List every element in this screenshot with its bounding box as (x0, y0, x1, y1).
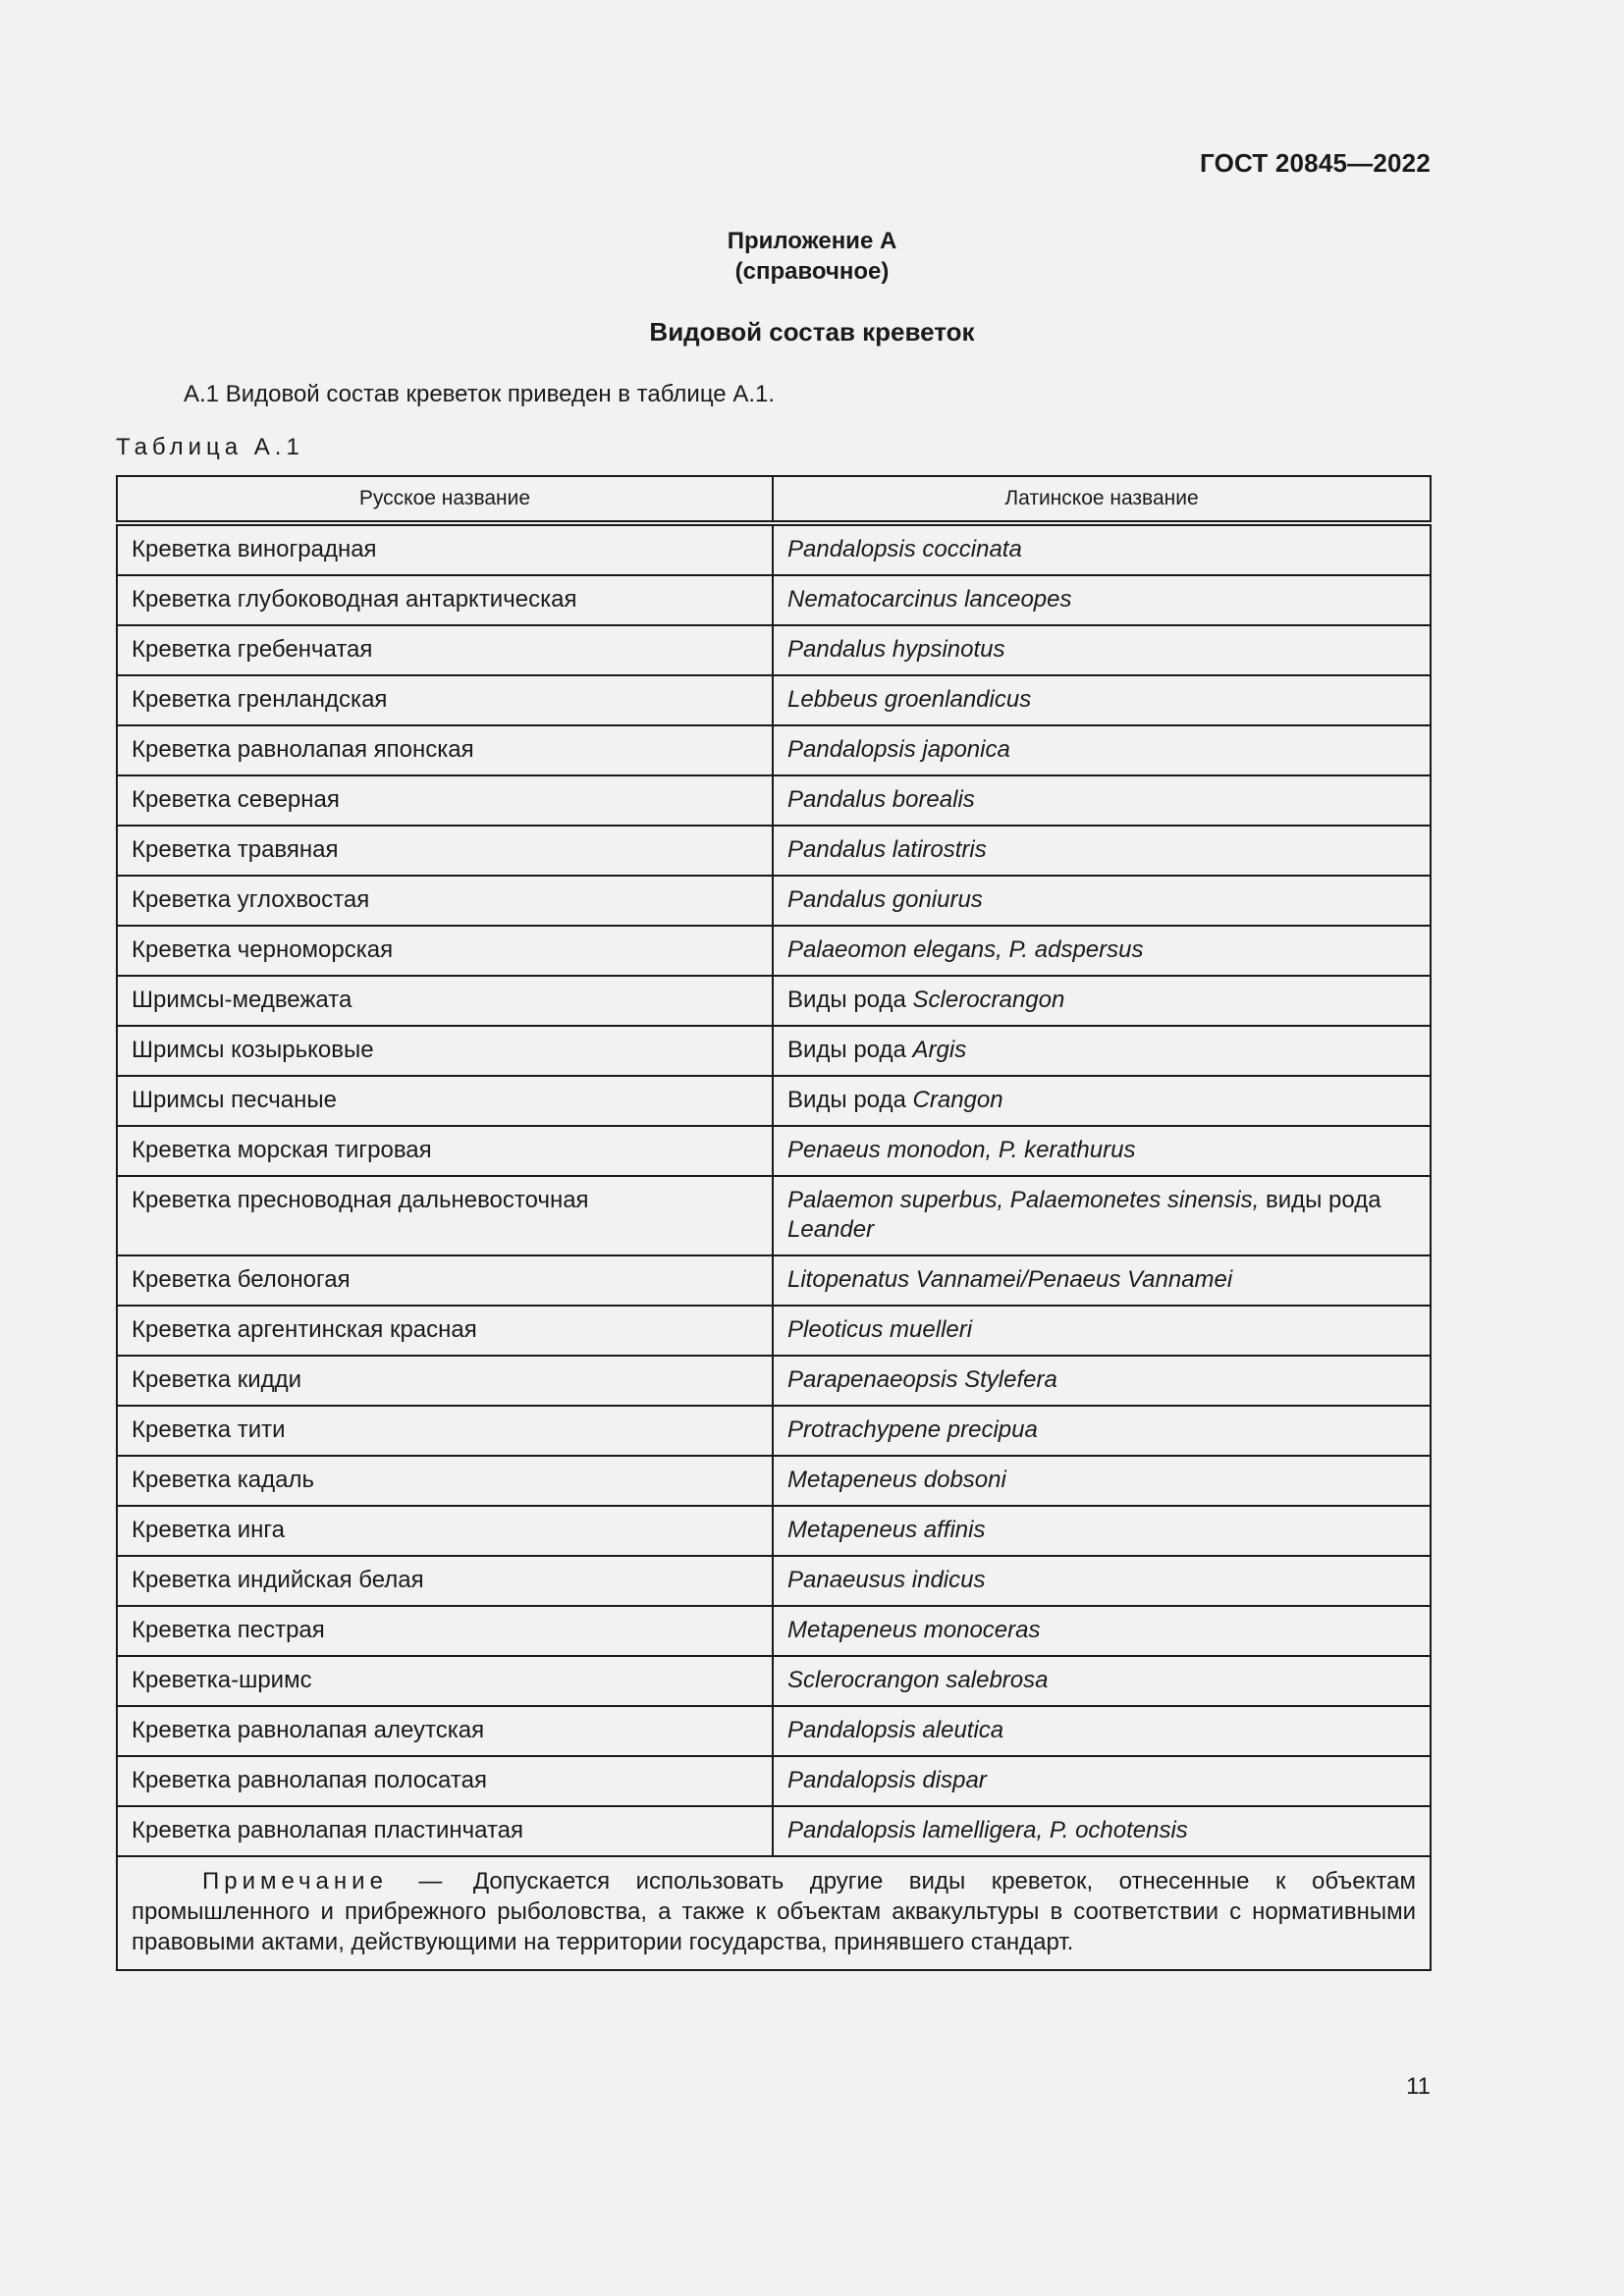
latin-name-cell (773, 926, 1431, 976)
latin-name-cell (773, 1456, 1431, 1506)
note-text: Допускается использовать другие виды креветок, отнесенные к объектам промышленного и прибрежного рыболовства, а также к объектам аквакультуры в соответствии с нормативными правовыми актами, действующими на территории государства, принявшего стандарт. (132, 1868, 1416, 1955)
latin-name: Protrachypene precipua (787, 1416, 1038, 1443)
latin-name: Metapeneus dobsoni (787, 1467, 1006, 1493)
latin-name-cell (773, 1126, 1431, 1176)
latin-name: Pleoticus muelleri (787, 1316, 973, 1343)
table-row (117, 1806, 1431, 1856)
russian-name-cell: Креветка равнолапая алеутская (117, 1706, 773, 1756)
table-row (117, 1406, 1431, 1456)
russian-name-cell: Шримсы козырьковые (117, 1026, 773, 1076)
table-row (117, 1556, 1431, 1606)
russian-name-cell: Креветка пресноводная дальневосточная (117, 1176, 773, 1255)
latin-name: Palaemon superbus, Palaemonetes sinensis, (787, 1187, 1260, 1213)
header-russian-name: Русское название (117, 476, 773, 523)
latin-name: Pandalopsis coccinata (787, 536, 1022, 562)
latin-name: Pandalus latirostris (787, 836, 987, 863)
russian-name-cell: Креветка белоногая (117, 1255, 773, 1306)
table-row (117, 725, 1431, 775)
header-latin-name: Латинское название (773, 476, 1431, 523)
latin-name: Pandalus hypsinotus (787, 636, 1005, 663)
latin-name: Sclerocrangon salebrosa (787, 1667, 1049, 1693)
latin-name: Lebbeus groenlandicus (787, 686, 1032, 713)
latin-name-cell (773, 1026, 1431, 1076)
table-row (117, 976, 1431, 1026)
latin-name-cell (773, 575, 1431, 625)
section-title: Видовой состав креветок (649, 317, 975, 347)
latin-name-cell (773, 1306, 1431, 1356)
latin-name-cell (773, 1556, 1431, 1606)
latin-name: Crangon (912, 1087, 1003, 1113)
latin-name: Argis (912, 1037, 967, 1063)
russian-name-cell: Креветка-шримс (117, 1656, 773, 1706)
latin-name: Pandalus borealis (787, 786, 975, 813)
latin-name-cell (773, 1356, 1431, 1406)
table-header-row (117, 476, 1431, 523)
table-row (117, 1756, 1431, 1806)
latin-name: Litopenatus Vannamei/Penaeus Vannamei (787, 1266, 1233, 1293)
appendix-title: Приложение А (727, 228, 897, 254)
latin-name: Pandalopsis japonica (787, 736, 1010, 763)
table-row (117, 826, 1431, 876)
latin-name: Penaeus monodon, P. kerathurus (787, 1137, 1136, 1163)
russian-name-cell: Креветка виноградная (117, 523, 773, 575)
species-table (116, 475, 1432, 1971)
latin-name: Nematocarcinus lanceopes (787, 586, 1072, 613)
table-row (117, 1506, 1431, 1556)
table-row (117, 625, 1431, 675)
table-row (117, 926, 1431, 976)
table-row (117, 1026, 1431, 1076)
table-row (117, 1126, 1431, 1176)
russian-name-cell: Шримсы-медвежата (117, 976, 773, 1026)
latin-name-cell (773, 1756, 1431, 1806)
table-row (117, 1656, 1431, 1706)
russian-name-cell: Креветка аргентинская красная (117, 1306, 773, 1356)
table-row (117, 1255, 1431, 1306)
table-row (117, 1176, 1431, 1255)
russian-name-cell: Креветка равнолапая полосатая (117, 1756, 773, 1806)
table-row (117, 1306, 1431, 1356)
table-caption: Таблица А.1 (116, 434, 304, 460)
latin-name-cell (773, 725, 1431, 775)
intro-paragraph: А.1 Видовой состав креветок приведен в таблице А.1. (184, 381, 776, 407)
table-note-row (117, 1856, 1431, 1970)
latin-prefix: Виды рода (787, 1087, 913, 1113)
note-label: Примечание — (202, 1868, 448, 1895)
latin-name: Parapenaeopsis Stylefera (787, 1366, 1057, 1393)
table-row (117, 1076, 1431, 1126)
latin-name: Pandalus goniurus (787, 886, 983, 913)
standard-code: ГОСТ 20845—2022 (1200, 148, 1431, 178)
latin-name: Pandalopsis lamelligera, P. ochotensis (787, 1817, 1188, 1843)
latin-name-cell (773, 876, 1431, 926)
table-row (117, 523, 1431, 575)
latin-name-cell (773, 1176, 1431, 1255)
russian-name-cell: Креветка глубоководная антарктическая (117, 575, 773, 625)
russian-name-cell: Креветка углохвостая (117, 876, 773, 926)
appendix-subtitle: (справочное) (734, 258, 890, 285)
latin-name: Metapeneus affinis (787, 1517, 986, 1543)
russian-name-cell: Креветка кидди (117, 1356, 773, 1406)
russian-name-cell: Креветка морская тигровая (117, 1126, 773, 1176)
latin-name-cell (773, 775, 1431, 826)
table-row (117, 575, 1431, 625)
latin-name-cell (773, 826, 1431, 876)
latin-name-cell (773, 1806, 1431, 1856)
latin-prefix: Виды рода (787, 1037, 913, 1063)
latin-name-cell (773, 523, 1431, 575)
latin-name: Panaeusus indicus (787, 1567, 986, 1593)
page-number: 11 (1406, 2073, 1431, 2100)
russian-name-cell: Креветка инга (117, 1506, 773, 1556)
latin-name-cell (773, 625, 1431, 675)
table-body (117, 523, 1431, 1856)
russian-name-cell: Креветка кадаль (117, 1456, 773, 1506)
latin-name-cell (773, 675, 1431, 725)
latin-name: Pandalopsis dispar (787, 1767, 987, 1793)
latin-name-cell (773, 1706, 1431, 1756)
table-row (117, 1606, 1431, 1656)
russian-name-cell: Креветка гребенчатая (117, 625, 773, 675)
russian-name-cell: Креветка пестрая (117, 1606, 773, 1656)
latin-name-cell (773, 1076, 1431, 1126)
table-row (117, 775, 1431, 826)
latin-suffix: Leander (787, 1216, 875, 1243)
latin-name-cell (773, 1406, 1431, 1456)
russian-name-cell: Креветка равнолапая японская (117, 725, 773, 775)
latin-prefix: Виды рода (787, 987, 913, 1013)
table-row (117, 1706, 1431, 1756)
russian-name-cell: Креветка травяная (117, 826, 773, 876)
latin-name-cell (773, 1255, 1431, 1306)
table-row (117, 1456, 1431, 1506)
russian-name-cell: Шримсы песчаные (117, 1076, 773, 1126)
latin-name-cell (773, 1656, 1431, 1706)
latin-name-cell (773, 976, 1431, 1026)
latin-name-cell (773, 1506, 1431, 1556)
table-row (117, 675, 1431, 725)
table-row (117, 1356, 1431, 1406)
latin-name: Palaeomon elegans, P. adspersus (787, 936, 1144, 963)
appendix-heading (0, 226, 1624, 287)
russian-name-cell: Креветка индийская белая (117, 1556, 773, 1606)
latin-name-cell (773, 1606, 1431, 1656)
russian-name-cell: Креветка северная (117, 775, 773, 826)
russian-name-cell: Креветка черноморская (117, 926, 773, 976)
table-row (117, 876, 1431, 926)
russian-name-cell: Креветка равнолапая пластинчатая (117, 1806, 773, 1856)
latin-name: Pandalopsis aleutica (787, 1717, 1004, 1743)
latin-name: Sclerocrangon (912, 987, 1065, 1013)
latin-mid: виды рода (1259, 1187, 1381, 1213)
russian-name-cell: Креветка гренландская (117, 675, 773, 725)
russian-name-cell: Креветка тити (117, 1406, 773, 1456)
table-note (117, 1856, 1431, 1970)
latin-name: Metapeneus monoceras (787, 1617, 1041, 1643)
